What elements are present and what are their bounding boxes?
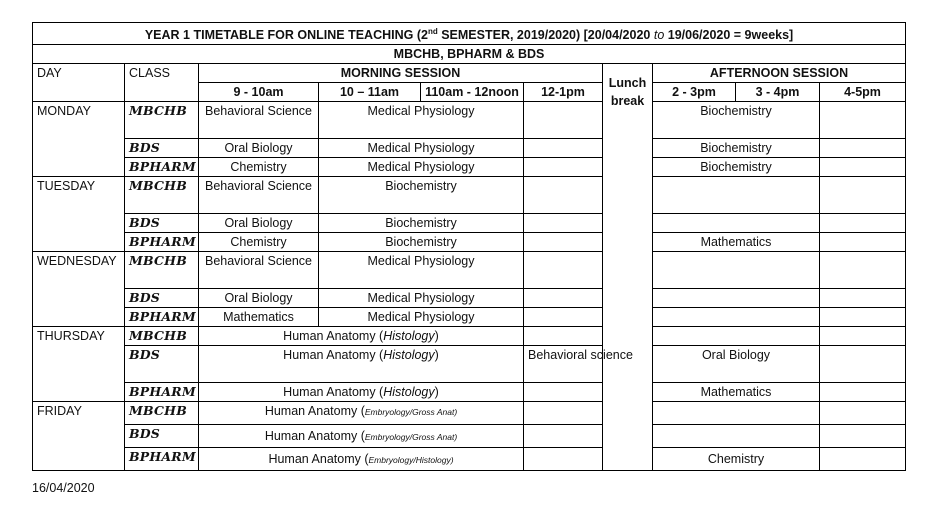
timetable — [32, 22, 906, 471]
cell-empty — [820, 233, 906, 252]
table-row — [33, 425, 906, 448]
cell-subject — [653, 402, 820, 425]
cell-empty — [524, 327, 603, 346]
cell-subject: Behavioral Science — [199, 102, 319, 139]
timetable-title: YEAR 1 TIMETABLE FOR ONLINE TEACHING (2nd SEMESTER, 2019/2020) [20/04/2020 to 19/06/2020 = 9weeks] — [33, 23, 906, 45]
slot-2-3pm: 2 - 3pm — [653, 83, 736, 102]
cell-subject: Chemistry — [199, 158, 319, 177]
cell-subject: Human Anatomy (Histology) — [199, 327, 524, 346]
cell-subject — [653, 252, 820, 289]
cell-subject: Behavioral Science — [199, 252, 319, 289]
cell-empty — [820, 383, 906, 402]
day-friday: FRIDAY — [33, 402, 125, 471]
class-bds: BDS — [125, 289, 199, 308]
class-bpharm: BPHARM — [125, 158, 199, 177]
table-row — [33, 252, 906, 289]
cell-subject: Biochemistry — [319, 233, 524, 252]
day-header: DAY — [33, 64, 125, 102]
table-row — [33, 214, 906, 233]
slot-4-5pm: 4-5pm — [820, 83, 906, 102]
cell-subject: Chemistry — [199, 233, 319, 252]
day-monday: MONDAY — [33, 102, 125, 177]
cell-empty — [820, 327, 906, 346]
class-bds: BDS — [125, 214, 199, 233]
cell-empty — [820, 289, 906, 308]
cell-empty — [524, 177, 603, 214]
cell-subject: Mathematics — [199, 308, 319, 327]
cell-empty — [820, 425, 906, 448]
cell-subject: Medical Physiology — [319, 308, 524, 327]
cell-subject: Oral Biology — [199, 214, 319, 233]
table-row — [33, 139, 906, 158]
cell-subject: Biochemistry — [319, 214, 524, 233]
table-row — [33, 383, 906, 402]
class-bds: BDS — [125, 346, 199, 383]
cell-empty — [820, 252, 906, 289]
cell-empty — [524, 383, 603, 402]
cell-subject — [653, 289, 820, 308]
cell-empty — [820, 448, 906, 471]
cell-empty — [524, 448, 603, 471]
afternoon-session-header: AFTERNOON SESSION — [653, 64, 906, 83]
cell-empty — [524, 425, 603, 448]
cell-empty — [524, 102, 603, 139]
programs-heading: MBCHB, BPHARM & BDS — [33, 45, 906, 64]
cell-subject: Medical Physiology — [319, 252, 524, 289]
cell-subject: Biochemistry — [319, 177, 524, 214]
cell-empty — [524, 139, 603, 158]
slot-12-1pm: 12-1pm — [524, 83, 603, 102]
table-row — [33, 102, 906, 139]
cell-subject: Human Anatomy (Embryology/Gross Anat) — [199, 425, 524, 448]
table-row — [33, 448, 906, 471]
table-row — [33, 158, 906, 177]
cell-subject — [653, 425, 820, 448]
class-bds: BDS — [125, 425, 199, 448]
table-row — [33, 308, 906, 327]
day-thursday: THURSDAY — [33, 327, 125, 402]
cell-subject: Biochemistry — [653, 102, 820, 139]
cell-subject: Medical Physiology — [319, 289, 524, 308]
cell-subject: Human Anatomy (Histology) — [199, 346, 524, 383]
cell-subject: Behavioral Science — [199, 177, 319, 214]
cell-subject — [653, 308, 820, 327]
cell-empty — [524, 252, 603, 289]
class-mbchb: MBCHB — [125, 327, 199, 346]
cell-empty — [820, 139, 906, 158]
cell-subject: Human Anatomy (Histology) — [199, 383, 524, 402]
morning-session-header: MORNING SESSION — [199, 64, 603, 83]
cell-subject: Medical Physiology — [319, 139, 524, 158]
cell-empty — [524, 289, 603, 308]
cell-subject: Medical Physiology — [319, 158, 524, 177]
class-header: CLASS — [125, 64, 199, 102]
table-row — [33, 233, 906, 252]
cell-empty — [820, 158, 906, 177]
cell-subject: Oral Biology — [199, 289, 319, 308]
cell-subject: Behavioral science — [524, 346, 603, 383]
slot-3-4pm: 3 - 4pm — [736, 83, 820, 102]
class-bpharm: BPHARM — [125, 383, 199, 402]
cell-empty — [820, 308, 906, 327]
cell-empty — [524, 402, 603, 425]
cell-subject: Human Anatomy (Embryology/Gross Anat) — [199, 402, 524, 425]
cell-subject: Chemistry — [653, 448, 820, 471]
table-row — [33, 327, 906, 346]
table-row — [33, 289, 906, 308]
cell-empty — [820, 214, 906, 233]
cell-empty — [820, 177, 906, 214]
slot-10-11am: 10 – 11am — [319, 83, 421, 102]
cell-empty — [524, 158, 603, 177]
class-bpharm: BPHARM — [125, 308, 199, 327]
cell-subject — [653, 177, 820, 214]
table-row — [33, 402, 906, 425]
class-bds: BDS — [125, 139, 199, 158]
cell-subject: Mathematics — [653, 383, 820, 402]
cell-subject: Oral Biology — [199, 139, 319, 158]
day-wednesday: WEDNESDAY — [33, 252, 125, 327]
cell-subject: Biochemistry — [653, 139, 820, 158]
cell-empty — [820, 402, 906, 425]
class-mbchb: MBCHB — [125, 102, 199, 139]
lunch-break: Lunch break — [603, 102, 653, 471]
cell-subject: Mathematics — [653, 233, 820, 252]
class-mbchb: MBCHB — [125, 252, 199, 289]
cell-subject: Biochemistry — [653, 158, 820, 177]
table-row — [33, 177, 906, 214]
cell-subject — [653, 327, 820, 346]
cell-empty — [820, 102, 906, 139]
table-row — [33, 346, 906, 383]
cell-empty — [524, 214, 603, 233]
cell-empty — [820, 346, 906, 383]
day-tuesday: TUESDAY — [33, 177, 125, 252]
cell-subject: Human Anatomy (Embryology/Histology) — [199, 448, 524, 471]
footer-date: 16/04/2020 — [32, 481, 95, 495]
class-mbchb: MBCHB — [125, 402, 199, 425]
cell-subject: Oral Biology — [653, 346, 820, 383]
slot-11am-12noon: 110am - 12noon — [421, 83, 524, 102]
cell-subject — [653, 214, 820, 233]
slot-9-10am: 9 - 10am — [199, 83, 319, 102]
class-mbchb: MBCHB — [125, 177, 199, 214]
cell-empty — [524, 233, 603, 252]
class-bpharm: BPHARM — [125, 233, 199, 252]
class-bpharm: BPHARM — [125, 448, 199, 471]
cell-empty — [524, 308, 603, 327]
cell-subject: Medical Physiology — [319, 102, 524, 139]
